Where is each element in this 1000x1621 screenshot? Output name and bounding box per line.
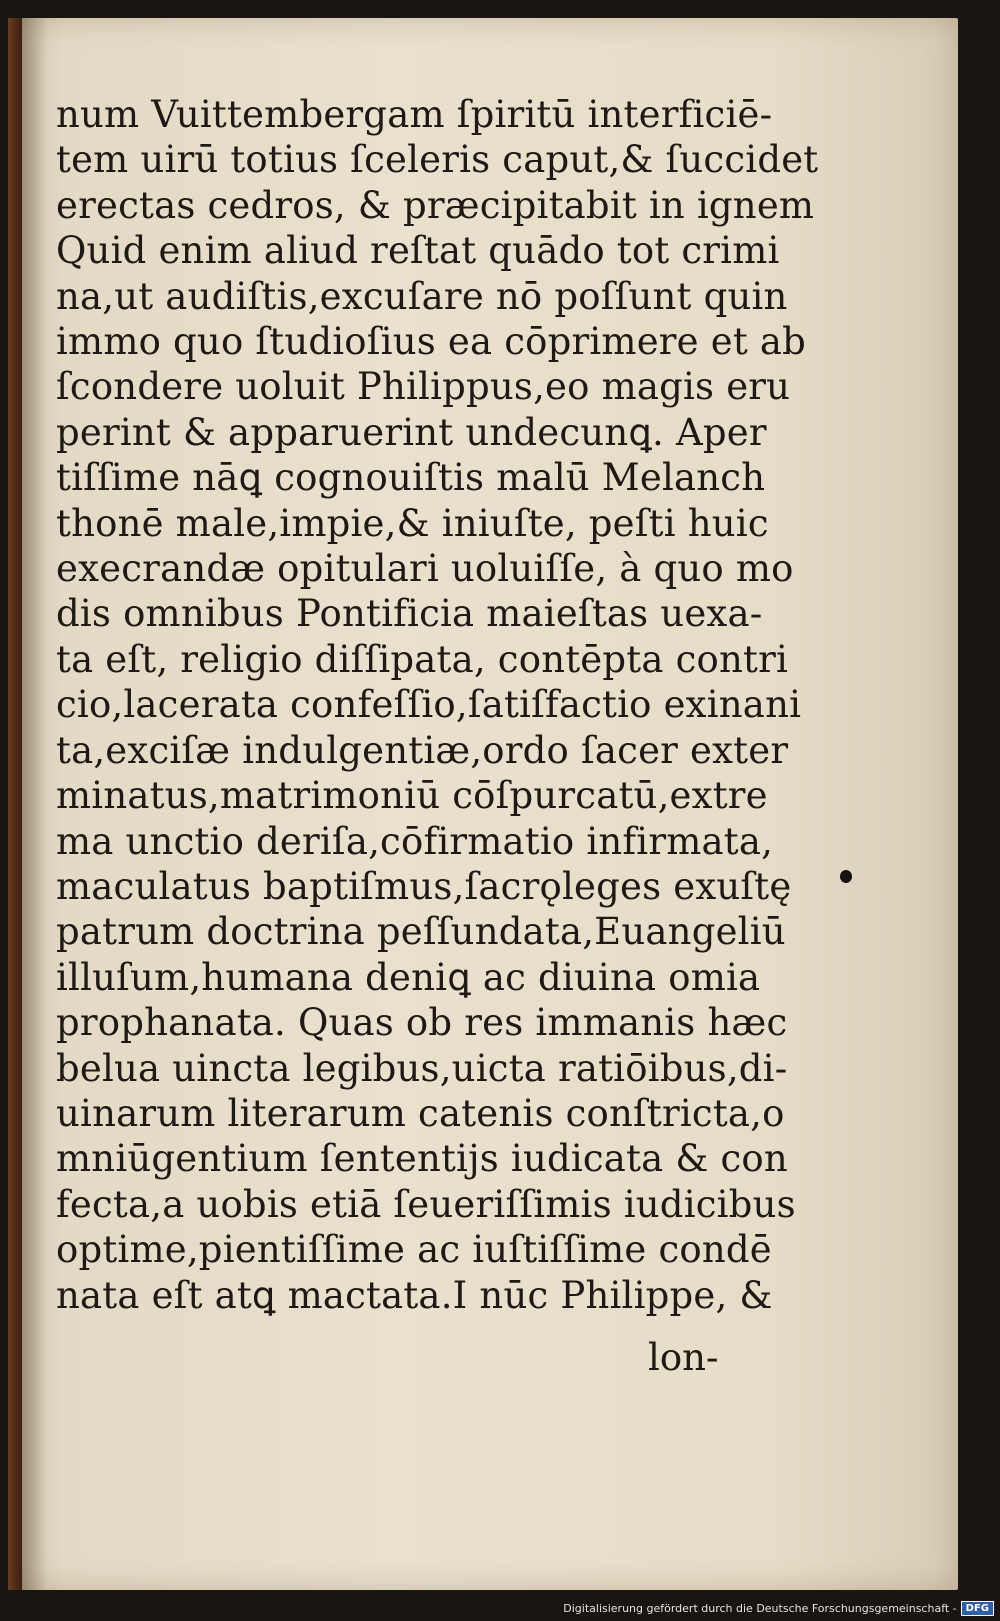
catchword: lon- — [648, 1336, 719, 1379]
text-line: ta,exciſæ indulgentiæ,ordo ſacer exter — [56, 728, 789, 772]
body-text — [56, 92, 819, 1318]
text-line: dis omnibus Pontificia maieſtas uexa- — [56, 592, 763, 636]
text-line: maculatus baptiſmus,ſacrǫleges exuſtę — [56, 864, 792, 908]
text-line: prophanata. Quas ob res immanis hæc — [56, 1001, 788, 1045]
footer-text: Digitalisierung gefördert durch die Deutsche Forschungsgemeinschaft - — [563, 1601, 957, 1615]
text-line: ſcondere uoluit Philippus,eo magis eru — [56, 365, 791, 409]
text-line: perint & apparuerint undecunꝗ. Aper — [56, 410, 767, 454]
text-line: patrum doctrina peſſundata,Euangeliū — [56, 910, 786, 954]
text-line: Quid enim aliud reſtat quādo tot crimi — [56, 229, 780, 273]
text-line: num Vuittembergam ſpiritū interficiē- — [56, 93, 773, 136]
text-line: tiſſime nāꝗ cognouiſtis malū Melanch — [56, 456, 766, 500]
text-line: na,ut audiſtis,excuſare nō poſſunt quin — [56, 274, 788, 318]
text-line: ma unctio deriſa,cōfirmatio infirmata, — [56, 819, 774, 863]
ink-spot — [840, 870, 852, 883]
text-line: tem uirū totius ſceleris caput,& ſuccidet — [56, 138, 819, 182]
text-line: ta eſt, religio diſſipata, contēpta contri — [56, 637, 788, 681]
text-line: thonē male,impie,& iniuſte, peſti huic — [56, 501, 769, 545]
text-line: cio,lacerata confeſſio,ſatiſfactio exinani — [56, 683, 802, 727]
book-page — [8, 18, 958, 1590]
text-line: erectas cedros, & præcipitabit in ignem — [56, 183, 815, 227]
text-line: nata eſt atꝗ mactata.I nūc Philippe, & — [56, 1273, 773, 1317]
text-line: optime,pientiſſime ac iuſtiſſime condē — [56, 1228, 772, 1272]
text-line: uinarum literarum catenis conſtricta,o — [56, 1091, 785, 1135]
text-line: immo quo ſtudioſius ea cōprimere et ab — [56, 320, 807, 364]
digitization-credit — [563, 1597, 994, 1619]
text-line: execrandæ opitulari uoluiſſe, à quo mo — [56, 547, 794, 591]
dfg-logo: DFG — [961, 1601, 994, 1616]
text-line: illuſum,humana deniꝗ ac diuina omia — [56, 955, 761, 999]
text-line: belua uincta legibus,uicta ratiōibus,di- — [56, 1046, 788, 1090]
text-line: fecta,a uobis etiā ſeueriſſimis iudicibus — [56, 1182, 796, 1226]
text-line: mniūgentium ſententijs iudicata & con — [56, 1137, 788, 1181]
text-line: minatus,matrimoniū cōſpurcatū,extre — [56, 774, 768, 818]
gutter-shadow — [22, 18, 48, 1590]
binding-edge — [8, 18, 22, 1590]
